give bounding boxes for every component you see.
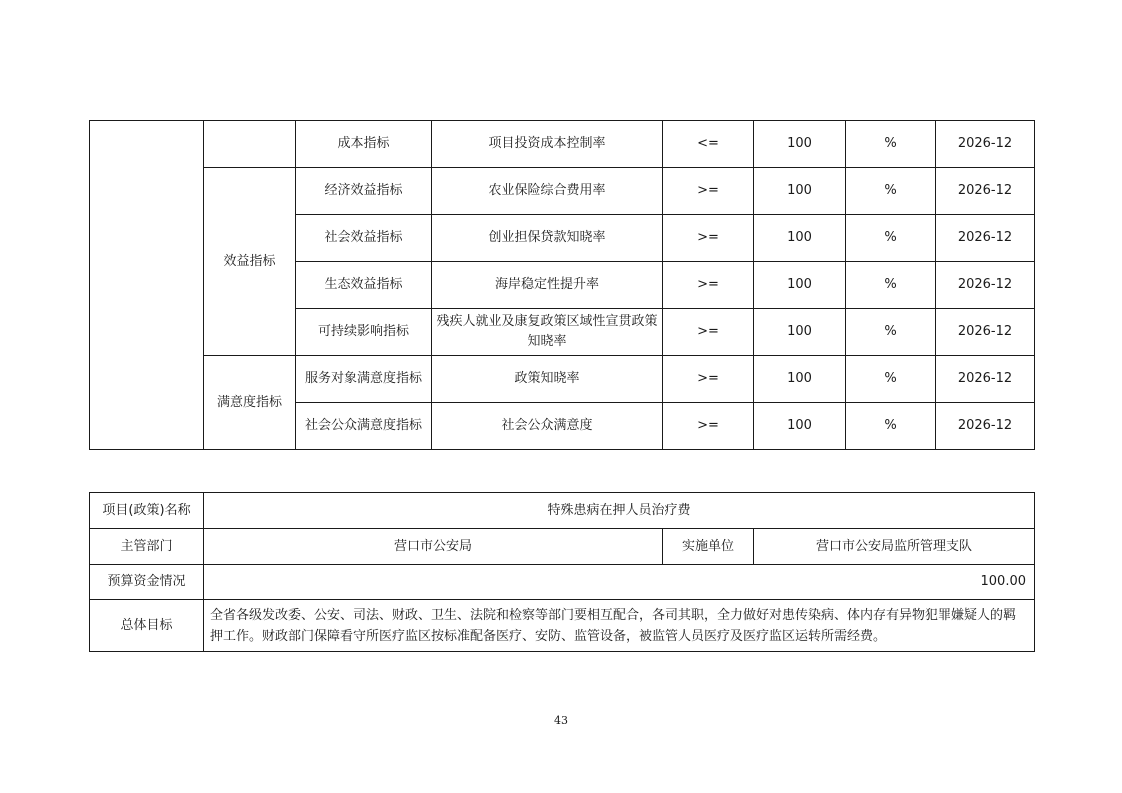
indicator-operator: <= (663, 121, 754, 168)
budget-value: 100.00 (204, 565, 1035, 600)
indicator-level3: 服务对象满意度指标 (296, 356, 432, 403)
project-info-table (89, 492, 1035, 652)
indicator-unit: % (846, 262, 936, 309)
dept-value: 营口市公安局 (204, 529, 663, 565)
indicator-value: 100 (754, 168, 846, 215)
indicator-name: 创业担保贷款知晓率 (432, 215, 663, 262)
indicator-date: 2026-12 (936, 121, 1035, 168)
impl-label: 实施单位 (663, 529, 754, 565)
indicator-name: 农业保险综合费用率 (432, 168, 663, 215)
indicator-date: 2026-12 (936, 356, 1035, 403)
budget-label: 预算资金情况 (90, 565, 204, 600)
table-row (90, 121, 1035, 168)
indicator-level3: 社会公众满意度指标 (296, 403, 432, 450)
indicator-operator: >= (663, 215, 754, 262)
page-number: 43 (554, 714, 568, 727)
satisfaction-indicator-label: 满意度指标 (204, 356, 296, 450)
indicator-date: 2026-12 (936, 215, 1035, 262)
table-row (90, 600, 1035, 652)
subcategory-cell-empty (204, 121, 296, 168)
indicator-level3: 成本指标 (296, 121, 432, 168)
performance-indicator-table (89, 120, 1035, 450)
indicator-level3: 生态效益指标 (296, 262, 432, 309)
indicator-value: 100 (754, 121, 846, 168)
indicator-operator: >= (663, 309, 754, 356)
indicator-date: 2026-12 (936, 262, 1035, 309)
indicator-name: 残疾人就业及康复政策区域性宣贯政策知晓率 (432, 309, 663, 356)
table-row (90, 493, 1035, 529)
indicator-operator: >= (663, 356, 754, 403)
indicator-date: 2026-12 (936, 309, 1035, 356)
indicator-name: 海岸稳定性提升率 (432, 262, 663, 309)
indicator-value: 100 (754, 309, 846, 356)
benefit-indicator-label: 效益指标 (204, 168, 296, 356)
indicator-unit: % (846, 168, 936, 215)
project-name-value: 特殊患病在押人员治疗费 (204, 493, 1035, 529)
indicator-level3: 社会效益指标 (296, 215, 432, 262)
indicator-value: 100 (754, 262, 846, 309)
table-row (90, 529, 1035, 565)
indicator-unit: % (846, 403, 936, 450)
indicator-name: 项目投资成本控制率 (432, 121, 663, 168)
indicator-level3: 经济效益指标 (296, 168, 432, 215)
indicator-unit: % (846, 121, 936, 168)
dept-label: 主管部门 (90, 529, 204, 565)
project-name-label: 项目(政策)名称 (90, 493, 204, 529)
table-row (90, 356, 1035, 403)
impl-value: 营口市公安局监所管理支队 (754, 529, 1035, 565)
indicator-operator: >= (663, 403, 754, 450)
indicator-name: 社会公众满意度 (432, 403, 663, 450)
indicator-operator: >= (663, 168, 754, 215)
goal-label: 总体目标 (90, 600, 204, 652)
indicator-value: 100 (754, 356, 846, 403)
indicator-operator: >= (663, 262, 754, 309)
table-row (90, 565, 1035, 600)
indicator-value: 100 (754, 215, 846, 262)
indicator-value: 100 (754, 403, 846, 450)
table-row (90, 168, 1035, 215)
indicator-unit: % (846, 356, 936, 403)
indicator-date: 2026-12 (936, 168, 1035, 215)
indicator-name: 政策知晓率 (432, 356, 663, 403)
category-cell-empty (90, 121, 204, 450)
indicator-unit: % (846, 309, 936, 356)
indicator-unit: % (846, 215, 936, 262)
goal-value: 全省各级发改委、公安、司法、财政、卫生、法院和检察等部门要相互配合，各司其职，全力做好对患传染病、体内存有异物犯罪嫌疑人的羁押工作。财政部门保障看守所医疗监区按标准配备医疗、安防、监管设备，被监管人员医疗及医疗监区运转所需经费。 (204, 600, 1035, 652)
indicator-level3: 可持续影响指标 (296, 309, 432, 356)
indicator-date: 2026-12 (936, 403, 1035, 450)
